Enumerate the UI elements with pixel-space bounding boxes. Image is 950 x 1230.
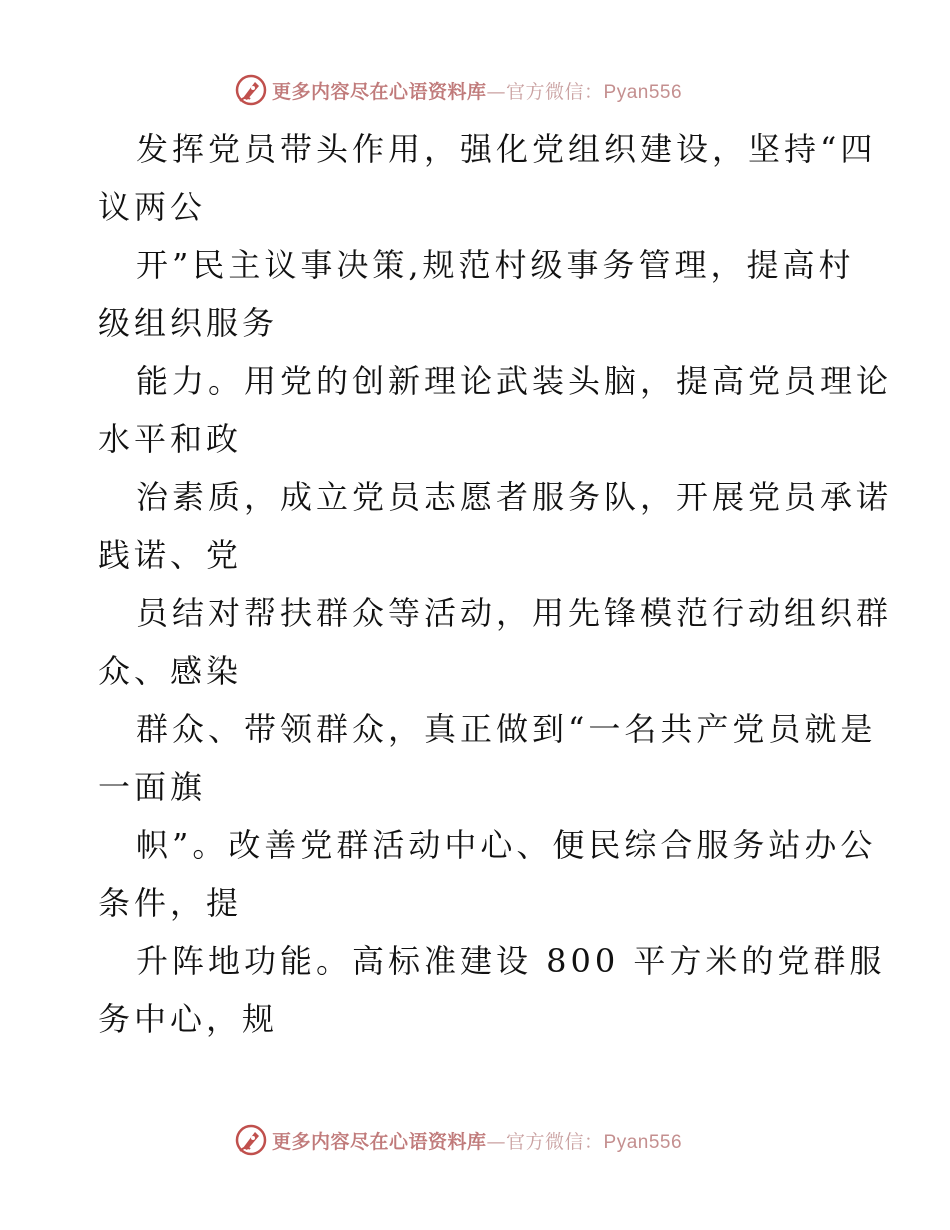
line-wrap-text: 众、感染 [98, 652, 243, 690]
line-text: 治素质，成立党员志愿者服务队，开展党员承诺 [136, 478, 893, 516]
line-wrap-text: 践诺、党 [98, 536, 243, 574]
line-text: 发挥党员带头作用，强化党组织建设，坚持“四 [136, 130, 877, 168]
line-wrap-text: 一面旗 [98, 768, 207, 806]
watermark-wechat-id: Pyan556 [603, 1131, 683, 1153]
line-text: 群众、带领群众，真正做到“一名共产党员就是 [136, 710, 877, 748]
line-text: 升阵地功能。高标准建设 800 平方米的党群服 [136, 942, 886, 980]
pen-nib-logo-icon [234, 73, 268, 107]
line-wrap-text: 级组织服务 [98, 304, 279, 342]
watermark-brand: 更多内容尽在心语资料库 [272, 1130, 487, 1153]
body-line [98, 468, 893, 584]
watermark-dash: — [486, 1130, 507, 1153]
line-text: 开”民主议事决策,规范村级事务管理，提高村 [136, 246, 855, 284]
watermark-text [272, 1127, 682, 1154]
line-text: 帜”。改善党群活动中心、便民综合服务站办公 [136, 826, 877, 864]
line-text: 能力。用党的创新理论武装头脑，提高党员理论 [136, 362, 893, 400]
body-line [98, 932, 886, 1048]
body-line [98, 816, 877, 932]
pen-nib-logo-icon [234, 1123, 268, 1157]
header-watermark [234, 72, 682, 108]
body-line [98, 700, 877, 816]
body-line [98, 236, 858, 352]
watermark-brand: 更多内容尽在心语资料库 [272, 80, 487, 103]
line-wrap-text: 议两公 [98, 188, 207, 226]
body-line [98, 120, 877, 236]
line-wrap-text: 水平和政 [98, 420, 243, 458]
watermark-wechat-id: Pyan556 [603, 81, 683, 103]
document-body [98, 120, 893, 1048]
footer-watermark [234, 1122, 682, 1158]
body-line [98, 584, 893, 700]
watermark-text [272, 77, 682, 104]
watermark-dash: — [486, 80, 507, 103]
line-text: 员结对帮扶群众等活动，用先锋模范行动组织群 [136, 594, 893, 632]
line-wrap-text: 务中心，规 [98, 1000, 279, 1038]
body-line [98, 352, 893, 468]
watermark-wechat-label: 官方微信： [506, 80, 604, 103]
watermark-wechat-label: 官方微信： [506, 1130, 604, 1153]
line-wrap-text: 条件，提 [98, 884, 243, 922]
